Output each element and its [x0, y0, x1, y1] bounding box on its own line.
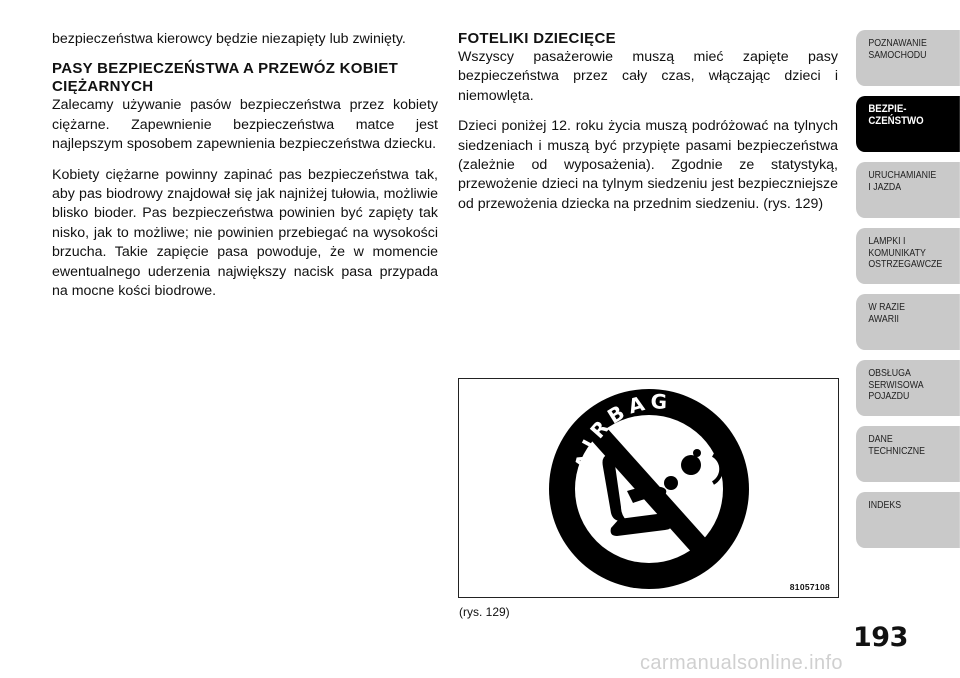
right-column	[458, 30, 838, 225]
tab-label: LAMPKI I KOMUNIKATY OSTRZEGAWCZE	[868, 236, 943, 270]
figure-caption: (rys. 129)	[459, 605, 510, 619]
section-heading-child-seats: FOTELIKI DZIECIĘCE	[458, 30, 616, 47]
page-number: 193	[853, 622, 908, 653]
tab-lampki-i-komunikaty[interactable]	[856, 228, 960, 284]
figure-code: 81057108	[789, 582, 830, 592]
tab-label: OBSŁUGA SERWISOWA POJAZDU	[868, 368, 924, 402]
tab-label: URUCHAMIANIE I JAZDA	[868, 170, 937, 193]
airbag-warning-icon	[459, 379, 838, 597]
tab-indeks[interactable]	[856, 492, 960, 548]
chapter-tabs	[856, 30, 960, 558]
tab-obsluga-serwisowa[interactable]	[856, 360, 960, 416]
continued-paragraph: bezpieczeństwa kierowcy będzie niezapięty lub zwinięty.	[52, 31, 406, 47]
airbag-arc-text: AIRBAG	[569, 389, 673, 473]
paragraph: Wszyscy pasażerowie muszą mieć zapięte pasy bezpieczeństwa przez cały czas, włączając dzieci i niemowlęta.	[458, 49, 838, 104]
section-heading-pregnant: PASY BEZPIECZEŃSTWA A PRZEWÓZ KOBIET CIĘŻARNYCH	[52, 60, 399, 96]
tab-w-razie-awarii[interactable]	[856, 294, 960, 350]
tab-label: POZNAWANIE SAMOCHODU	[868, 38, 927, 61]
left-column	[52, 30, 438, 312]
paragraph: Kobiety ciężarne powinny zapinać pas bezpieczeństwa tak, aby pas biodrowy znajdował się jak najniżej tułowia, możliwie blisko bioder. Pas bezpieczeństwa powinien być zapięty tak nisko, jak to możliwe; nie powinien przebiegać na wysokości brzucha. Takie zapięcie pasa powoduje, że w momencie ewentualnego uderzenia największy nacisk pasa przypada na mocne kości biodrowe.	[52, 166, 438, 300]
tab-label: BEZPIE- CZEŃSTWO	[868, 103, 924, 127]
figure-129	[458, 378, 839, 598]
tab-label: W RAZIE AWARII	[868, 302, 905, 325]
tab-label: DANE TECHNICZNE	[868, 434, 926, 457]
tab-dane-techniczne[interactable]	[856, 426, 960, 482]
tab-label: INDEKS	[868, 500, 902, 511]
paragraph: Zalecamy używanie pasów bezpieczeństwa przez kobiety ciężarne. Zapewnienie bezpieczeństwa matce jest najlepszym sposobem zapewnienia bezpieczeństwa dziecku.	[52, 97, 438, 153]
tab-uruchamianie-i-jazda[interactable]	[856, 162, 960, 218]
tab-poznawanie-samochodu[interactable]	[856, 30, 960, 86]
paragraph: Dzieci poniżej 12. roku życia muszą podróżować na tylnych siedzeniach i muszą być przypięte pasami bezpieczeństwa (zależnie od wyposażenia). Zgodnie ze statystyką, przewożenie dzieci na tylnym siedzeniu jest bezpieczniejsze od przewożenia dziecka na przednim siedzeniu. (rys. 129)	[458, 118, 838, 212]
watermark: carmanualsonline.info	[640, 652, 843, 674]
tab-bezpieczenstwo[interactable]	[856, 96, 960, 152]
